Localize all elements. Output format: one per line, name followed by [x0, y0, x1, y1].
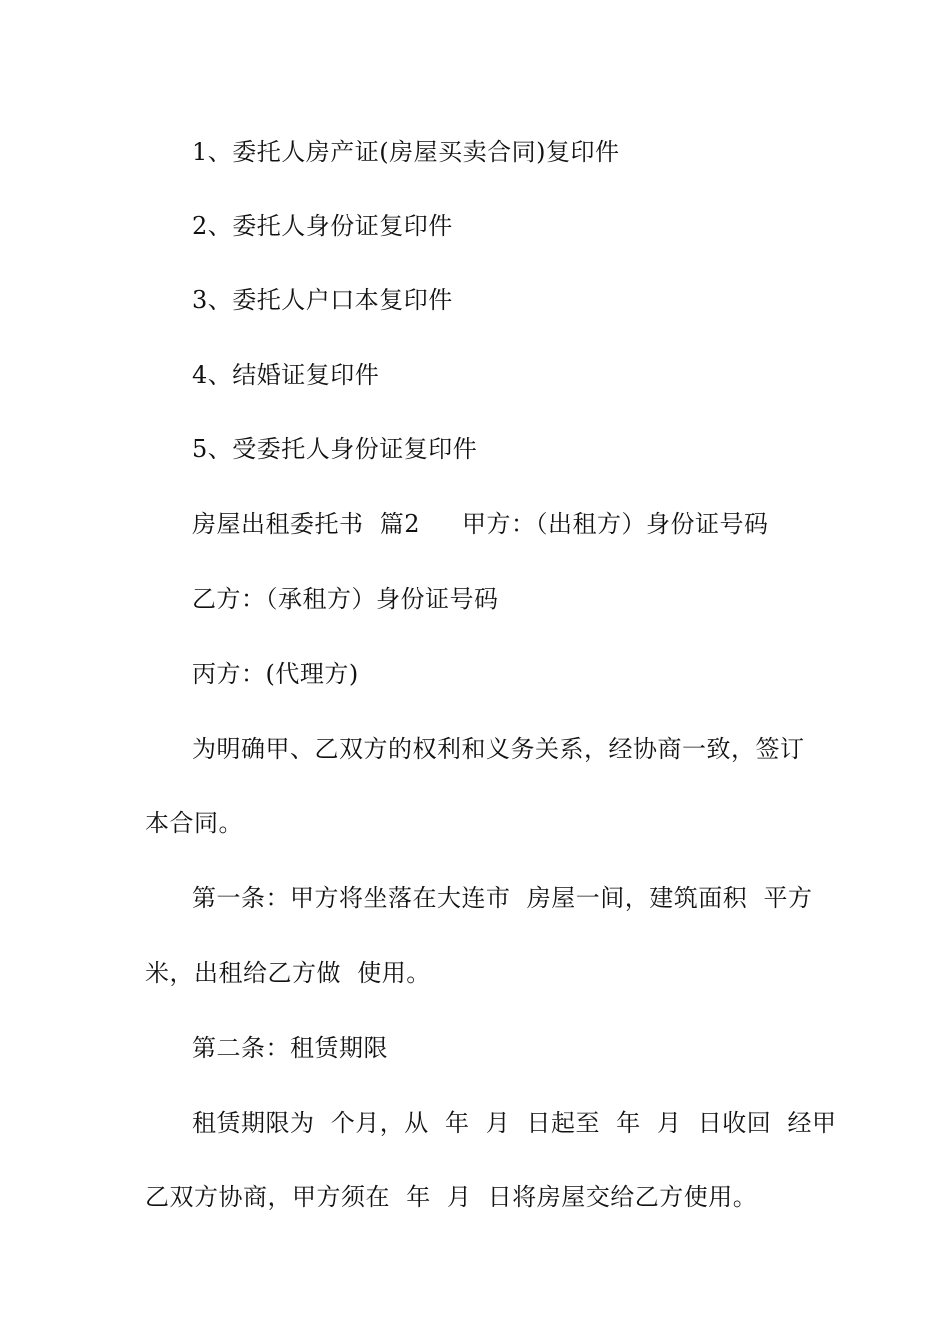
party-a-line: 甲方：（出租方）身份证号码 — [462, 510, 769, 538]
intro-paragraph-line-1: 为明确甲、乙双方的权利和义务关系，经协商一致，签订 — [192, 735, 805, 763]
article-1-line-2: 米，出租给乙方做 使用。 — [145, 959, 431, 987]
article-2-line-1: 租赁期限为 个月，从 年 月 日起至 年 月 日收回 经甲 — [192, 1109, 837, 1137]
attachment-item-4: 4、结婚证复印件 — [192, 361, 380, 389]
article-2-title: 第二条：租赁期限 — [192, 1034, 388, 1062]
intro-paragraph-line-2: 本合同。 — [145, 809, 243, 837]
party-c-line: 丙方：(代理方) — [192, 660, 359, 688]
attachment-item-1: 1、委托人房产证(房屋买卖合同)复印件 — [192, 138, 620, 166]
party-b-line: 乙方：（承租方）身份证号码 — [192, 585, 499, 613]
article-1-line-1: 第一条：甲方将坐落在大连市 房屋一间，建筑面积 平方 — [192, 884, 813, 912]
attachment-item-3: 3、委托人户口本复印件 — [192, 286, 453, 314]
section-heading: 房屋出租委托书 篇2 — [192, 510, 421, 538]
attachment-item-2: 2、委托人身份证复印件 — [192, 212, 453, 240]
article-2-line-2: 乙双方协商，甲方须在 年 月 日将房屋交给乙方使用。 — [145, 1183, 758, 1211]
attachment-item-5: 5、受委托人身份证复印件 — [192, 435, 478, 463]
